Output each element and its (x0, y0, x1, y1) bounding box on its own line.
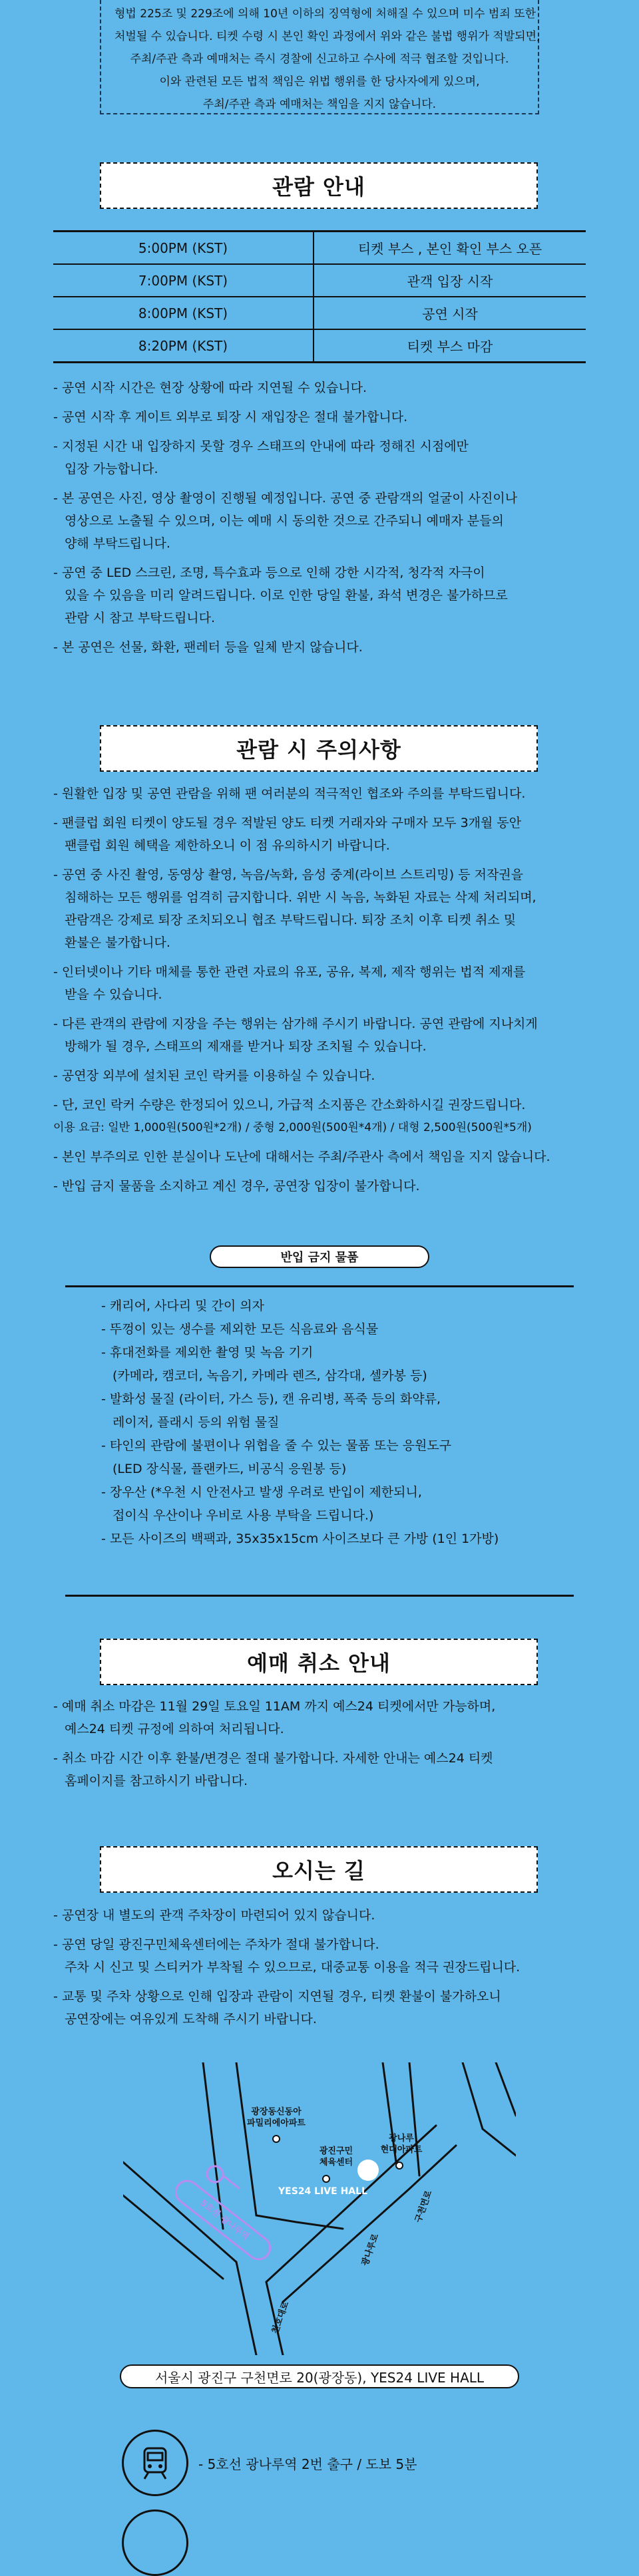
caution-note-line: - 공연 중 사진 촬영, 동영상 촬영, 녹음/녹화, 음성 중계(라이브 스트리밍) 등 저작권을 (53, 868, 524, 882)
direction-note-line: - 교통 및 주차 상황으로 인해 입장과 관람이 지연될 경우, 티켓 환불이 불가하오니 (53, 1989, 501, 2004)
caution-note-line: 침해하는 모든 행위를 엄격히 금지합니다. 위반 시 녹음, 녹화된 자료는 삭제 처리되며, (65, 890, 536, 905)
caution-note-item (53, 1146, 606, 1168)
prohibited-item-line: - 휴대전화를 제외한 촬영 및 녹음 기기 (101, 1345, 314, 1360)
map-center-marker (323, 2175, 329, 2182)
section-title-viewing-guide: 관람 안내 (100, 162, 538, 209)
schedule-time: 8:20PM (KST) (53, 329, 314, 363)
prohibited-item-item (101, 1528, 499, 1551)
prohibited-item-line: 레이저, 플래시 등의 위험 물질 (112, 1415, 280, 1430)
map-label-apt1-line2: 파밀리에아파트 (247, 2118, 306, 2128)
prohibited-item-item (101, 1434, 499, 1481)
section-title-cautions: 관람 시 주의사항 (100, 725, 538, 772)
caution-note-line: - 본인 부주의로 인한 분실이나 도난에 대해서는 주최/주관사 측에서 책임을 지지 않습니다. (53, 1150, 550, 1164)
locker-fee: 이용 요금: 일반 1,000원(500원*2개) / 중형 2,000원(500원*4개) / 대형 2,500원(500원*5개) (53, 1121, 532, 1134)
caution-note-item (53, 864, 606, 954)
map-road-ne2 (496, 2062, 516, 2116)
prohibited-item-line: - 장우산 (*우천 시 안전사고 발생 우려로 반입이 제한되니, (101, 1485, 422, 1500)
notice-line: 이와 관련된 모든 법적 책임은 위법 행위를 한 당사자에게 있으며, (159, 75, 480, 88)
prohibited-item-item (101, 1388, 499, 1434)
caution-note-item (53, 1064, 606, 1087)
schedule-row (53, 264, 586, 297)
prohibited-items-list (101, 1295, 499, 1551)
notice-line: 형법 225조 및 229조에 의해 10년 이하의 징역형에 처해질 수 있으며 미수 범죄 또한 (114, 7, 536, 21)
schedule-event: 티켓 부스 마감 (314, 329, 586, 363)
prohibited-item-item (101, 1318, 499, 1341)
direction-note-line: 공연장에는 여유있게 도착해 주시기 바랍니다. (65, 2012, 317, 2026)
viewing-notes (53, 377, 606, 665)
prohibited-item-line: 접이식 우산이나 우비로 사용 부탁을 드립니다.) (112, 1508, 374, 1523)
viewing-note-line: - 공연 시작 후 게이트 외부로 퇴장 시 재입장은 절대 불가합니다. (53, 410, 408, 424)
schedule-row (53, 232, 586, 265)
direction-note-item (53, 1904, 606, 1927)
caution-note-item (53, 961, 606, 1006)
caution-notes (53, 782, 606, 1204)
viewing-note-item (53, 406, 606, 428)
map-road-v2 (236, 2062, 256, 2215)
caution-note-line: - 원활한 입장 및 공연 관람을 위해 팬 여러분의 적극적인 협조와 주의를 부탁드립니다. (53, 786, 526, 801)
direction-note-item (53, 1933, 606, 1979)
caution-note-item (53, 1094, 606, 1116)
map-apt1-marker (273, 2136, 280, 2142)
caution-note-line: - 다른 관객의 관람에 지장을 주는 행위는 삼가해 주시기 바랍니다. 공연 관람에 지나치게 (53, 1017, 538, 1031)
map-label-apt2-line2: 현대아파트 (380, 2145, 423, 2155)
schedule-table (53, 230, 586, 363)
prohibited-items-badge: 반입 금지 물품 (210, 1245, 429, 1268)
map-label-venue: YES24 LIVE HALL (278, 2186, 367, 2197)
schedule-time: 8:00PM (KST) (53, 297, 314, 329)
viewing-note-item (53, 435, 606, 480)
notice-line: 처벌될 수 있습니다. 티켓 수령 시 본인 확인 과정에서 위와 같은 불법 행위가 적발되면, (114, 30, 540, 43)
caution-note-item (53, 812, 606, 857)
prohibited-item-line: - 캐리어, 사다리 및 간이 의자 (101, 1299, 264, 1313)
viewing-note-line: - 공연 시작 시간은 현장 상황에 따라 지연될 수 있습니다. (53, 381, 367, 395)
map-label-road1: 구천면로 (413, 2189, 435, 2224)
cancel-note-line: - 취소 마감 시간 이후 환불/변경은 절대 불가합니다. 자세한 안내는 예스24 티켓 (53, 1751, 493, 1766)
caution-note-line: 팬클럽 회원 혜택을 제한하오니 이 점 유의하시기 바랍니다. (65, 838, 390, 853)
notice-line: 주최/주관 측과 예매처는 즉시 경찰에 신고하고 수사에 적극 협조할 것입니다. (130, 53, 509, 66)
caution-note-line: 환불은 불가합니다. (65, 935, 170, 950)
cancel-note-line: 홈페이지를 참고하시기 바랍니다. (65, 1774, 248, 1788)
map-label-road2: 광나루로 (360, 2232, 381, 2267)
caution-note-item (53, 1013, 606, 1058)
map-label-apt1-line1: 광장동신동아 (251, 2107, 302, 2117)
map-road-south-left (236, 2262, 256, 2355)
train-icon (122, 2430, 188, 2496)
prohibited-item-line: - 타인의 관람에 불편이나 위협을 줄 수 있는 물품 또는 응원도구 (101, 1438, 452, 1453)
caution-note-line: 관람객은 강제로 퇴장 조치되오니 협조 부탁드립니다. 퇴장 조치 이후 티켓 취소 및 (65, 913, 517, 927)
caution-note-item (53, 1175, 606, 1198)
prohibited-item-line: - 뚜껑이 있는 생수를 제외한 모든 식음료와 음식물 (101, 1322, 379, 1337)
map-label-station: 5호선 광나루역 (198, 2197, 251, 2243)
map-apt2-marker (396, 2162, 403, 2169)
legal-notice-box (100, 0, 539, 114)
caution-note-line: - 반입 금지 물품을 소지하고 계신 경우, 공연장 입장이 불가합니다. (53, 1179, 420, 1194)
viewing-note-item (53, 562, 606, 629)
map-road-v4 (409, 2062, 419, 2175)
prohibited-item-item (101, 1341, 499, 1388)
cancel-note-item (53, 1695, 606, 1740)
caution-note-line: - 인터넷이나 기타 매체를 통한 관련 자료의 유포, 공유, 복제, 제작 행위는 법적 제재를 (53, 965, 526, 979)
map-label-road3: 천호대로 (270, 2300, 292, 2335)
viewing-note-line: - 본 공연은 선물, 화환, 팬레터 등을 일체 받지 않습니다. (53, 640, 363, 655)
caution-note-line: - 공연장 외부에 설치된 코인 락커를 이용하실 수 있습니다. (53, 1068, 375, 1083)
prohibited-item-line: (카메라, 캠코더, 녹음기, 카메라 렌즈, 삼각대, 셀카봉 등) (112, 1368, 427, 1383)
map-road-ne (463, 2062, 516, 2156)
viewing-note-item (53, 636, 606, 659)
schedule-event: 티켓 부스 , 본인 확인 부스 오픈 (314, 232, 586, 265)
section-title-cancellation: 예매 취소 안내 (100, 1639, 538, 1685)
caution-note-line: 받을 수 있습니다. (65, 987, 162, 1002)
direction-note-line: - 공연 당일 광진구민체육센터에는 주차가 절대 불가합니다. (53, 1937, 379, 1952)
viewing-note-line: 입장 가능합니다. (65, 462, 158, 476)
caution-note-line: 방해가 될 경우, 스태프의 제재를 받거나 퇴장 조치될 수 있습니다. (65, 1039, 427, 1054)
viewing-note-line: 영상으로 노출될 수 있으며, 이는 예매 시 동의한 것으로 간주되니 예매자 분들의 (65, 514, 504, 528)
subway-directions: - 5호선 광나루역 2번 출구 / 도보 5분 (198, 2456, 417, 2472)
schedule-row (53, 297, 586, 329)
cancellation-notes (53, 1695, 606, 1799)
direction-note-line: 주차 시 신고 및 스티커가 부착될 수 있으므로, 대중교통 이용을 적극 권장드립니다. (65, 1960, 521, 1975)
map-label-center-line2: 체육센터 (319, 2158, 353, 2168)
caution-note-item (53, 782, 606, 805)
direction-notes (53, 1904, 606, 2037)
schedule-row (53, 329, 586, 363)
section-title-directions: 오시는 길 (100, 1846, 538, 1893)
viewing-note-item (53, 377, 606, 399)
viewing-note-line: - 지정된 시간 내 입장하지 못할 경우 스태프의 안내에 따라 정해진 시점에만 (53, 439, 469, 454)
bus-icon (122, 2509, 188, 2576)
viewing-note-line: 관람 시 참고 부탁드립니다. (65, 611, 216, 625)
prohibited-item-line: - 발화성 물질 (라이터, 가스 등), 캔 유리병, 폭죽 등의 화약류, (101, 1392, 441, 1406)
prohibited-item-line: - 모든 사이즈의 백팩과, 35x35x15cm 사이즈보다 큰 가방 (1인 1가방) (101, 1531, 499, 1546)
notice-line: 주최/주관 측과 예매처는 책임을 지지 않습니다. (202, 98, 437, 111)
direction-note-item (53, 1985, 606, 2030)
viewing-note-line: 있을 수 있음을 미리 알려드립니다. 이로 인한 당일 환불, 좌석 변경은 불가하므로 (65, 588, 508, 603)
viewing-note-line: - 공연 중 LED 스크린, 조명, 특수효과 등으로 인해 강한 시각적, 청각적 자극이 (53, 565, 485, 580)
prohibited-item-item (101, 1481, 499, 1528)
schedule-event: 관객 입장 시작 (314, 264, 586, 297)
venue-address: 서울시 광진구 구천면로 20(광장동), YES24 LIVE HALL (120, 2364, 519, 2388)
schedule-event: 공연 시작 (314, 297, 586, 329)
viewing-note-line: - 본 공연은 사진, 영상 촬영이 진행될 예정입니다. 공연 중 관람객의 얼굴이 사진이나 (53, 491, 518, 506)
prohibited-item-item (101, 1295, 499, 1318)
prohibited-item-line: (LED 장식물, 플랜카드, 비공식 응원봉 등) (112, 1462, 347, 1476)
direction-note-line: - 공연장 내 별도의 관객 주차장이 마련되어 있지 않습니다. (53, 1908, 375, 1923)
venue-map (123, 2062, 516, 2355)
map-label-apt2-line1: 광나루 (389, 2134, 414, 2144)
viewing-note-item (53, 487, 606, 555)
cancel-note-item (53, 1747, 606, 1792)
schedule-time: 7:00PM (KST) (53, 264, 314, 297)
map-venue-marker (357, 2160, 379, 2181)
cancel-note-line: 예스24 티켓 규정에 의하여 처리됩니다. (65, 1722, 284, 1736)
cancel-note-line: - 예매 취소 마감은 11월 29일 토요일 11AM 까지 예스24 티켓에서만 가능하며, (53, 1699, 496, 1714)
schedule-time: 5:00PM (KST) (53, 232, 314, 265)
caution-note-line: - 단, 코인 락커 수량은 한정되어 있으니, 가급적 소지품은 간소화하시길 권장드립니다. (53, 1098, 526, 1112)
viewing-note-line: 양해 부탁드립니다. (65, 536, 170, 551)
caution-note-line: - 팬클럽 회원 티켓이 양도될 경우 적발된 양도 티켓 거래자와 구매자 모두 3개월 동안 (53, 816, 522, 830)
map-label-center-line1: 광진구민 (319, 2146, 353, 2156)
